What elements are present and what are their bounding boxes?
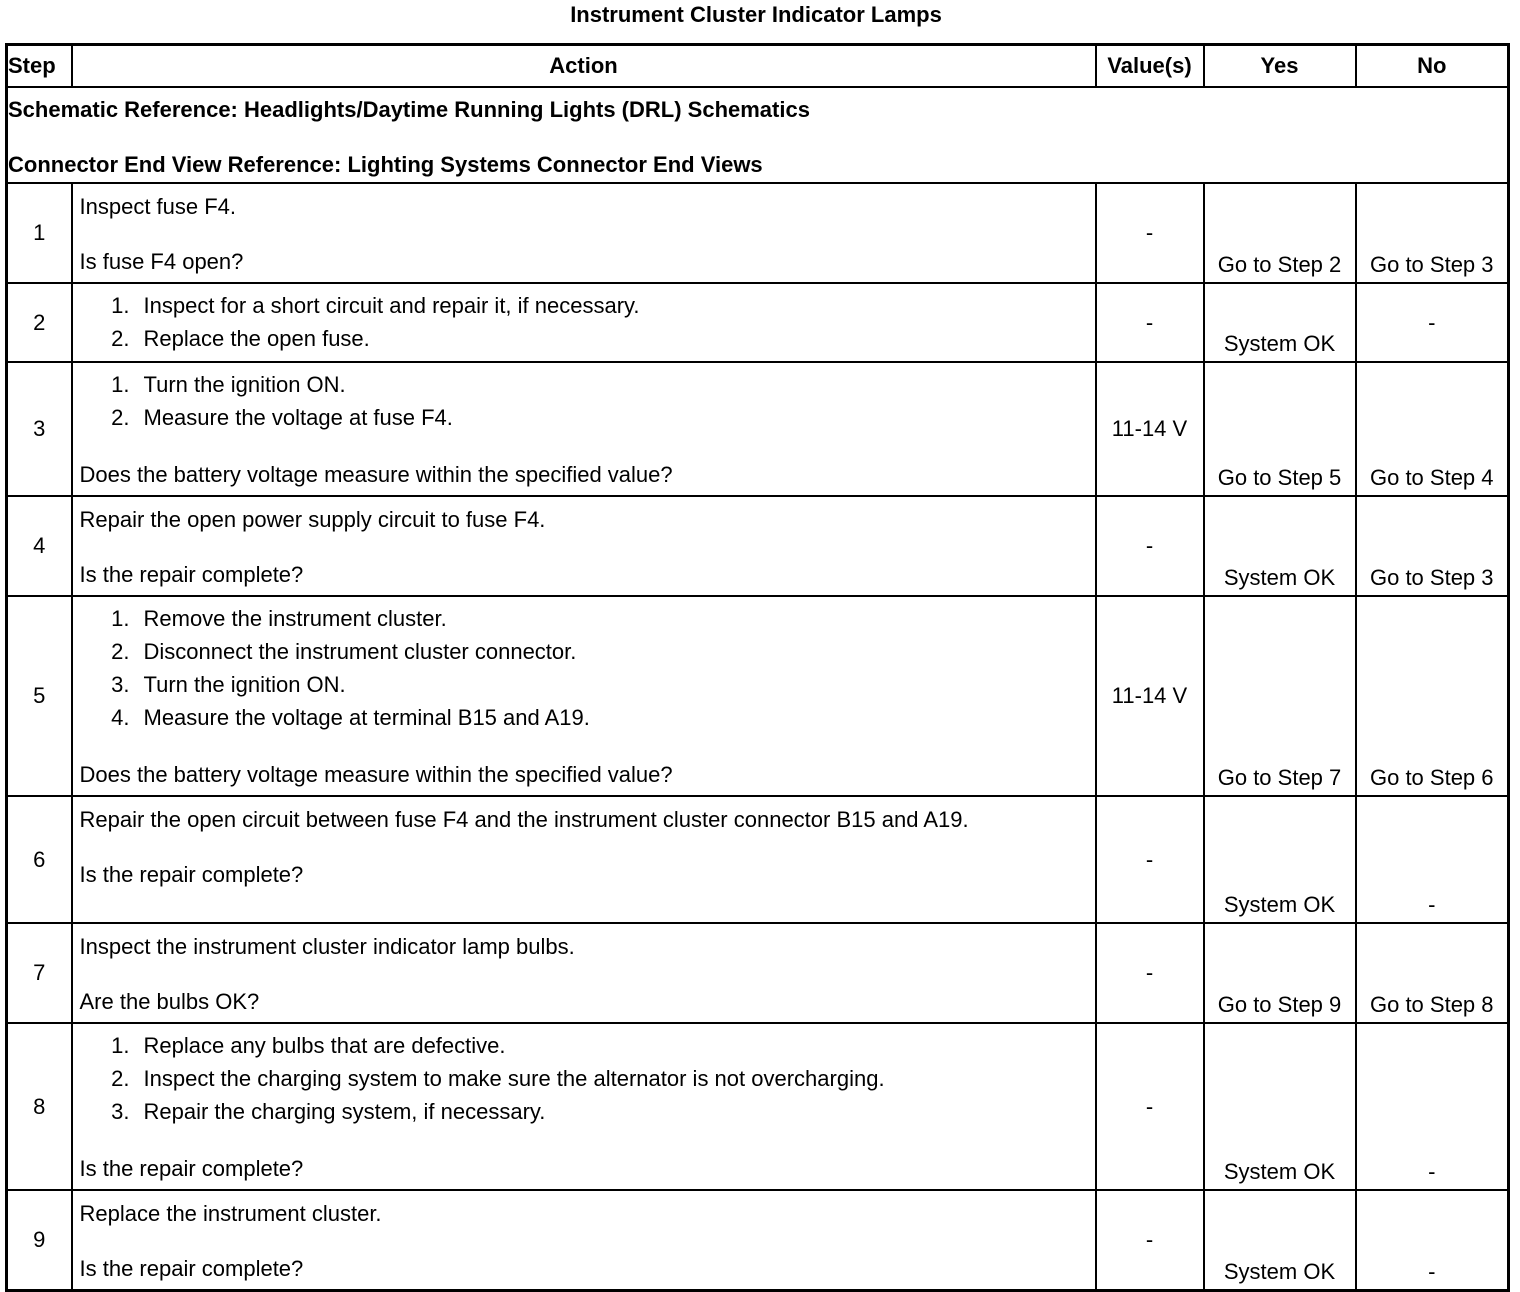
list-item xyxy=(100,401,1085,434)
table-row xyxy=(7,496,1509,596)
list-item-number: 3. xyxy=(111,1099,130,1124)
list-item-text: Disconnect the instrument cluster connector. xyxy=(143,639,577,664)
action-question: Is the repair complete? xyxy=(79,562,304,587)
table-row xyxy=(7,596,1509,796)
spacer xyxy=(80,1228,1085,1255)
step-number: 9 xyxy=(7,1190,72,1291)
action-cell xyxy=(72,362,1096,496)
step-number: 7 xyxy=(7,923,72,1023)
action-cell xyxy=(72,923,1096,1023)
action-text: Inspect the instrument cluster indicator lamp bulbs. xyxy=(79,934,575,959)
yes-cell: System OK xyxy=(1204,796,1356,923)
table-row xyxy=(7,1023,1509,1190)
table-row xyxy=(7,362,1509,496)
yes-cell: Go to Step 5 xyxy=(1204,362,1356,496)
action-cell xyxy=(72,496,1096,596)
spacer xyxy=(80,834,1085,861)
list-item xyxy=(100,1029,1085,1062)
action-cell xyxy=(72,1190,1096,1291)
list-item-text: Replace any bulbs that are defective. xyxy=(143,1033,506,1058)
list-item-text: Repair the charging system, if necessary. xyxy=(143,1099,546,1124)
action-list xyxy=(80,1029,1085,1128)
step-number: 3 xyxy=(7,362,72,496)
value-cell: 11-14 V xyxy=(1096,362,1204,496)
no-cell: - xyxy=(1356,1023,1509,1190)
page-title: Instrument Cluster Indicator Lamps xyxy=(570,2,942,27)
no-cell: - xyxy=(1356,1190,1509,1291)
table-row xyxy=(7,183,1509,283)
list-item-text: Replace the open fuse. xyxy=(143,326,370,351)
action-text: Inspect fuse F4. xyxy=(79,194,237,219)
action-cell xyxy=(72,283,1096,362)
step-number: 6 xyxy=(7,796,72,923)
action-list xyxy=(80,602,1085,734)
no-cell: Go to Step 4 xyxy=(1356,362,1509,496)
action-cell xyxy=(72,596,1096,796)
list-item-number: 1. xyxy=(111,372,130,397)
yes-cell: Go to Step 2 xyxy=(1204,183,1356,283)
list-item-number: 2. xyxy=(111,405,130,430)
list-item-number: 2. xyxy=(111,1066,130,1091)
list-item-number: 1. xyxy=(111,606,130,631)
value-cell: 11-14 V xyxy=(1096,596,1204,796)
list-item xyxy=(100,289,1085,322)
step-number: 4 xyxy=(7,496,72,596)
header-step: Step xyxy=(7,45,72,88)
spacer xyxy=(80,961,1085,988)
action-question: Is the repair complete? xyxy=(79,1156,304,1181)
list-item xyxy=(100,322,1085,355)
action-list xyxy=(80,368,1085,434)
list-item-text: Remove the instrument cluster. xyxy=(143,606,447,631)
spacer xyxy=(80,734,1085,761)
value-cell: - xyxy=(1096,1190,1204,1291)
reference-row xyxy=(7,87,1509,183)
spacer xyxy=(80,221,1085,248)
no-cell: - xyxy=(1356,283,1509,362)
action-question: Does the battery voltage measure within the specified value? xyxy=(79,462,673,487)
list-item xyxy=(100,368,1085,401)
list-item-number: 2. xyxy=(111,639,130,664)
list-item-text: Inspect for a short circuit and repair it, if necessary. xyxy=(143,293,640,318)
step-number: 2 xyxy=(7,283,72,362)
list-item-number: 3. xyxy=(111,672,130,697)
step-number: 1 xyxy=(7,183,72,283)
diagnostic-table xyxy=(5,43,1510,1292)
action-list xyxy=(80,289,1085,355)
value-cell: - xyxy=(1096,183,1204,283)
header-yes: Yes xyxy=(1204,45,1356,88)
action-cell xyxy=(72,1023,1096,1190)
list-item xyxy=(100,668,1085,701)
no-cell: Go to Step 3 xyxy=(1356,496,1509,596)
action-question: Is the repair complete? xyxy=(79,1256,304,1281)
list-item-number: 1. xyxy=(111,293,130,318)
no-cell: Go to Step 6 xyxy=(1356,596,1509,796)
list-item-number: 2. xyxy=(111,326,130,351)
yes-cell: System OK xyxy=(1204,496,1356,596)
table-row xyxy=(7,1190,1509,1291)
action-cell xyxy=(72,796,1096,923)
header-action: Action xyxy=(72,45,1096,88)
list-item xyxy=(100,701,1085,734)
no-cell: - xyxy=(1356,796,1509,923)
yes-cell: System OK xyxy=(1204,1023,1356,1190)
yes-cell: Go to Step 7 xyxy=(1204,596,1356,796)
list-item xyxy=(100,602,1085,635)
action-text: Replace the instrument cluster. xyxy=(79,1201,382,1226)
header-no: No xyxy=(1356,45,1509,88)
action-question: Is the repair complete? xyxy=(79,862,304,887)
spacer xyxy=(80,434,1085,461)
header-values: Value(s) xyxy=(1096,45,1204,88)
list-item-text: Inspect the charging system to make sure the alternator is not overcharging. xyxy=(143,1066,885,1091)
spacer xyxy=(80,1128,1085,1155)
header-row xyxy=(7,45,1509,88)
action-text: Repair the open power supply circuit to fuse F4. xyxy=(79,507,546,532)
step-number: 5 xyxy=(7,596,72,796)
schematic-reference: Schematic Reference: Headlights/Daytime Running Lights (DRL) Schematics xyxy=(8,97,810,122)
list-item-text: Measure the voltage at fuse F4. xyxy=(143,405,453,430)
list-item-text: Measure the voltage at terminal B15 and A19. xyxy=(143,705,590,730)
table-row xyxy=(7,283,1509,362)
value-cell: - xyxy=(1096,796,1204,923)
yes-cell: Go to Step 9 xyxy=(1204,923,1356,1023)
list-item-number: 1. xyxy=(111,1033,130,1058)
list-item-text: Turn the ignition ON. xyxy=(143,372,346,397)
value-cell: - xyxy=(1096,283,1204,362)
value-cell: - xyxy=(1096,1023,1204,1190)
list-item xyxy=(100,1062,1085,1095)
action-question: Is fuse F4 open? xyxy=(79,249,244,274)
list-item-number: 4. xyxy=(111,705,130,730)
list-item-text: Turn the ignition ON. xyxy=(143,672,346,697)
list-item xyxy=(100,1095,1085,1128)
yes-cell: System OK xyxy=(1204,283,1356,362)
action-cell xyxy=(72,183,1096,283)
step-number: 8 xyxy=(7,1023,72,1190)
action-text: Repair the open circuit between fuse F4 and the instrument cluster connector B15 and A19. xyxy=(79,807,969,832)
list-item xyxy=(100,635,1085,668)
reference-cell xyxy=(7,87,1509,183)
yes-cell: System OK xyxy=(1204,1190,1356,1291)
value-cell: - xyxy=(1096,923,1204,1023)
table-row xyxy=(7,923,1509,1023)
spacer xyxy=(80,534,1085,561)
action-question: Are the bulbs OK? xyxy=(79,989,260,1014)
value-cell: - xyxy=(1096,496,1204,596)
action-question: Does the battery voltage measure within the specified value? xyxy=(79,762,673,787)
no-cell: Go to Step 3 xyxy=(1356,183,1509,283)
connector-reference: Connector End View Reference: Lighting Systems Connector End Views xyxy=(8,152,763,177)
table-row xyxy=(7,796,1509,923)
no-cell: Go to Step 8 xyxy=(1356,923,1509,1023)
